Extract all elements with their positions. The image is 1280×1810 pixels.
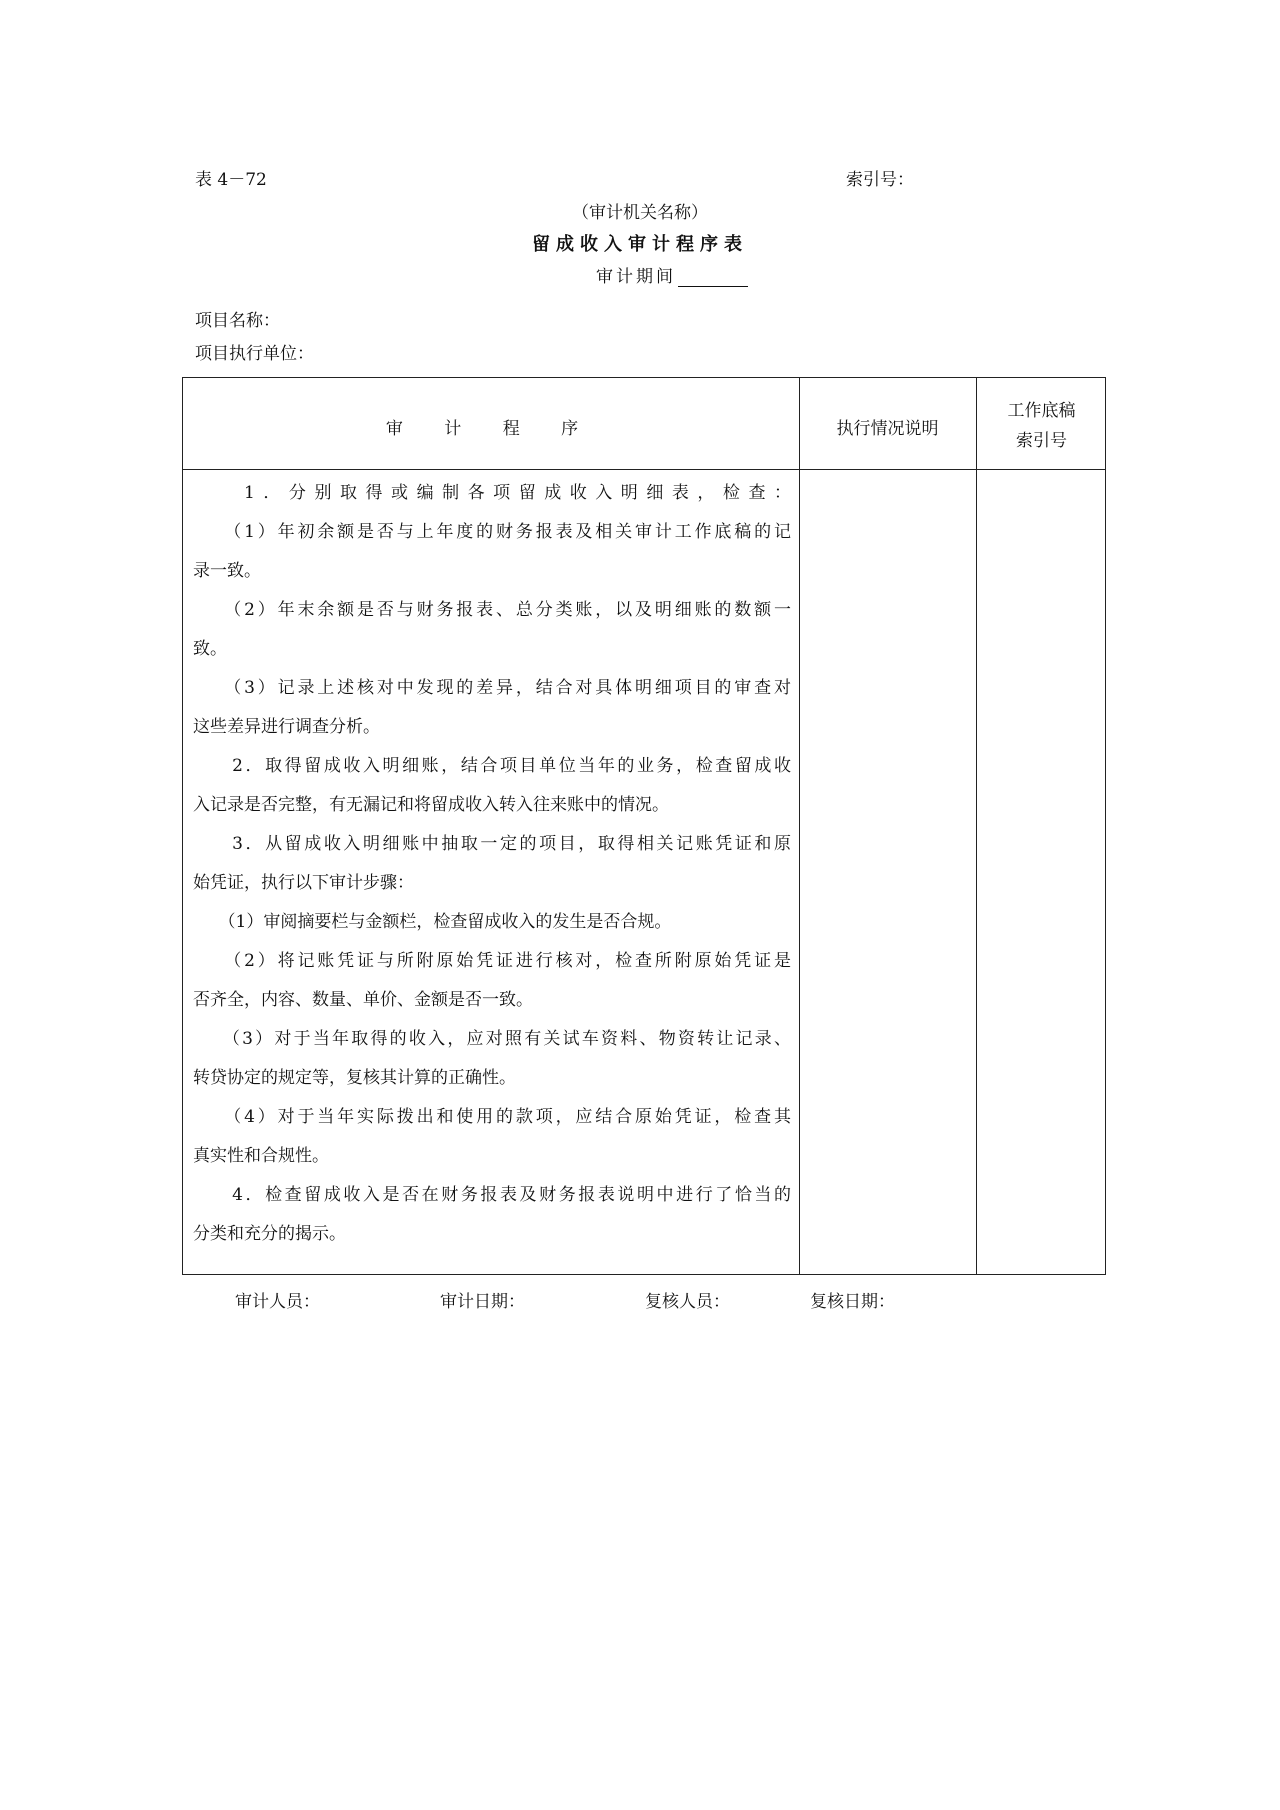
procedure-line: （2）年末余额是否与财务报表、总分类账，以及明细账的数额一	[193, 600, 791, 620]
procedure-line: 真实性和合规性。	[193, 1146, 329, 1166]
audit-date-label: 审计日期：	[440, 1292, 525, 1312]
column-header-workpaper-ref	[976, 396, 1107, 456]
audit-period-label: 审计期间	[596, 267, 676, 287]
procedure-line: （4）对于当年实际拨出和使用的款项，应结合原始凭证，检查其	[193, 1107, 791, 1127]
procedure-line: 这些差异进行调查分析。	[193, 717, 380, 737]
procedure-line: 始凭证，执行以下审计步骤：	[193, 873, 414, 893]
procedure-line: 2．取得留成收入明细账，结合项目单位当年的业务，检查留成收	[193, 756, 791, 776]
project-name-label: 项目名称：	[195, 311, 280, 331]
procedure-line: 录一致。	[193, 561, 261, 581]
procedure-line: 否齐全，内容、数量、单价、金额是否一致。	[193, 990, 533, 1010]
project-unit-label: 项目执行单位：	[195, 344, 314, 364]
procedure-line: （1）年初余额是否与上年度的财务报表及相关审计工作底稿的记	[193, 522, 791, 542]
procedure-line: （3）记录上述核对中发现的差异，结合对具体明细项目的审查对	[193, 678, 791, 698]
procedure-line: 3．从留成收入明细账中抽取一定的项目，取得相关记账凭证和原	[193, 834, 791, 854]
procedure-text	[193, 474, 791, 1254]
auditor-label: 审计人员：	[235, 1292, 320, 1312]
column-header-execution: 执行情况说明	[836, 419, 939, 439]
procedure-line: （2）将记账凭证与所附原始凭证进行核对，检查所附原始凭证是	[193, 951, 791, 971]
procedure-line: 致。	[193, 639, 227, 659]
audit-period-blank	[678, 268, 748, 287]
column-divider	[976, 378, 977, 1274]
column-header-workpaper-ref-line2: 索引号	[1016, 431, 1067, 451]
column-header-workpaper-ref-line1: 工作底稿	[1007, 401, 1076, 421]
procedure-line: 1．分别取得或编制各项留成收入明细表，检查：	[193, 483, 791, 503]
header-divider	[183, 469, 1105, 470]
procedure-line: 转贷协定的规定等，复核其计算的正确性。	[193, 1068, 516, 1088]
procedure-line: 入记录是否完整，有无漏记和将留成收入转入往来账中的情况。	[193, 795, 669, 815]
signature-footer	[0, 1287, 1280, 1311]
audit-period	[596, 262, 748, 287]
reviewer-label: 复核人员：	[645, 1292, 730, 1312]
column-header-procedure: 审 计 程 序	[385, 419, 597, 439]
review-date-label: 复核日期：	[810, 1292, 895, 1312]
document-title: 留成收入审计程序表	[532, 234, 748, 255]
procedure-line: （1）审阅摘要栏与金额栏，检查留成收入的发生是否合规。	[193, 912, 672, 932]
column-divider	[799, 378, 800, 1274]
procedure-line: （3）对于当年取得的收入，应对照有关试车资料、物资转让记录、	[193, 1029, 791, 1049]
audit-procedure-table	[182, 377, 1106, 1275]
audit-org-name: （审计机关名称）	[572, 203, 708, 223]
procedure-line: 分类和充分的揭示。	[193, 1224, 346, 1244]
table-number: 表 4－72	[195, 170, 267, 190]
index-number-label: 索引号：	[846, 170, 914, 190]
procedure-line: 4．检查留成收入是否在财务报表及财务报表说明中进行了恰当的	[193, 1185, 791, 1205]
